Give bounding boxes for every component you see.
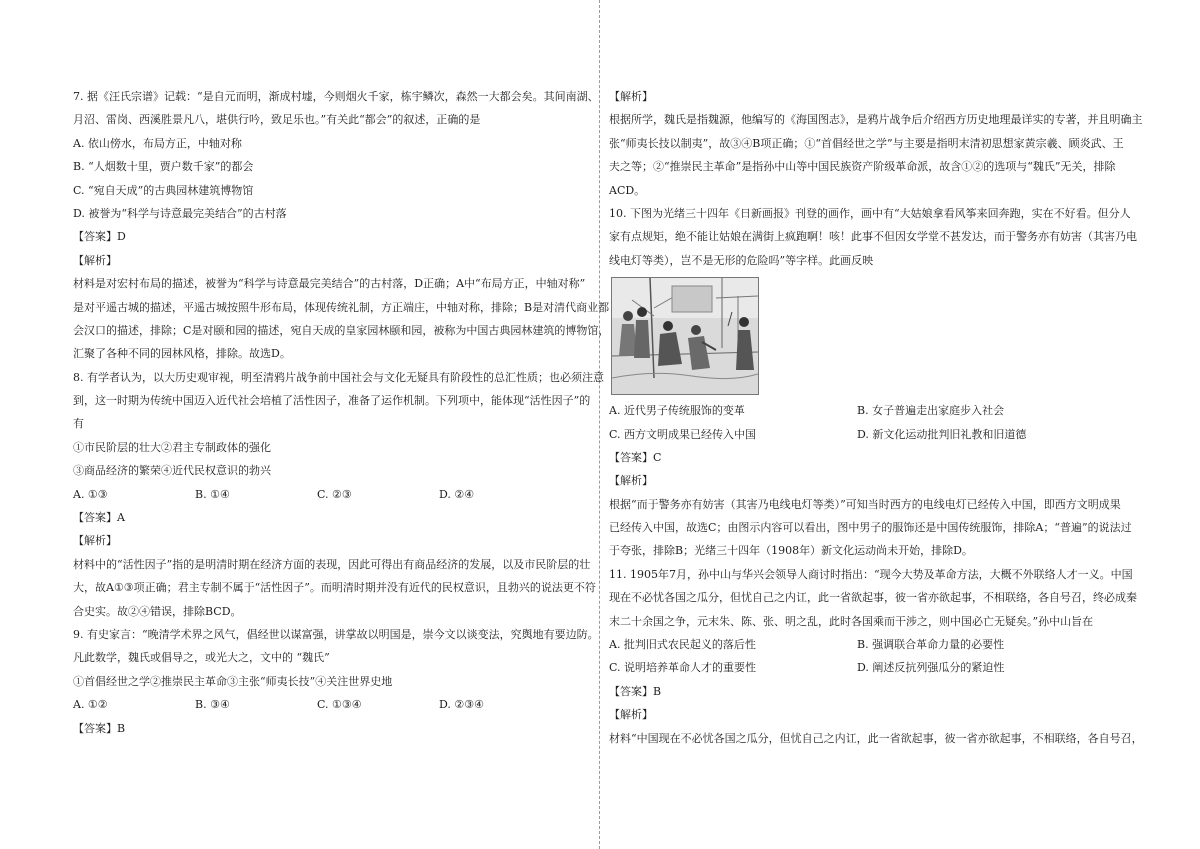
q9-stem-line: 9. 有史家言：“晚清学术界之风气，倡经世以谋富强，讲掌故以明国是，崇今文以谈变法，究舆地有要边防。 [73,627,599,641]
q11-option-c: C. 说明培养革命人才的重要性 [609,661,757,675]
q9-stem-line: 凡此数学，魏氏或倡导之，或光大之，文中的 “魏氏” [73,651,330,665]
q8-answer: 【答案】A [73,511,125,525]
q7-analysis-line: 会汉口的描述，排除；C是对颐和园的描述，宛自天成的皇家园林颐和园，被称为中国古典园林建筑的博物馆， [73,323,610,337]
q8-analysis-label: 【解析】 [73,534,117,548]
q9-analysis-label: 【解析】 [609,90,653,103]
q11-stem-line: 现在不必忧各国之瓜分，但忧自己之内讧，此一省欲起事，彼一省亦欲起事，不相联络，各自号召，终必成秦 [609,591,1137,605]
q11-option-d: D. 阐述反抗列强瓜分的紧迫性 [857,661,1005,675]
q7-analysis-line: 汇聚了各种不同的园林风格，排除。故选D。 [73,347,291,361]
q10-analysis-label: 【解析】 [609,474,653,488]
q7-option-b: B. “人烟数十里，贾户数千家”的都会 [73,160,254,174]
q10-options-row-1 [609,404,1134,418]
q8-option-a: A. ①③ [73,487,108,501]
q11-option-a: A. 批判旧式农民起义的落后性 [609,638,756,652]
q11-stem-line: 11. 1905年7月，孙中山与华兴会领导人商讨时指出：“现今大势及革命方法，大概不外联络人才一义。中国 [609,567,1133,581]
q7-option-a: A. 依山傍水，布局方正，中轴对称 [73,136,242,150]
q7-analysis-label: 【解析】 [73,253,117,267]
q11-option-b: B. 强调联合革命力量的必要性 [857,638,1005,652]
q10-option-d: D. 新文化运动批判旧礼教和旧道德 [857,427,1027,441]
q10-option-c: C. 西方文明成果已经传入中国 [609,427,757,441]
q9-option-b: B. ③④ [195,698,230,712]
q10-stem-line: 线电灯等类），岂不是无形的危险吗”等字样。此画反映 [609,253,874,267]
q10-analysis-line: 根据“而于警务亦有妨害（其害乃电线电灯等类）”可知当时西方的电线电灯已经传入中国，即西方文明成果 [609,497,1121,511]
q10-answer: 【答案】C [609,450,662,464]
q11-answer: 【答案】B [609,684,662,698]
q7-analysis-line: 是对平遥古城的描述，平遥古城按照牛形布局，体现传统礼制，方正端庄，中轴对称，排除；B是对清代商业都 [73,300,610,314]
q7-stem-line: 月沼、雷岗、西溪胜景凡八，堪供行吟，致足乐也。”有关此“都会”的叙述，正确的是 [73,113,481,127]
q8-analysis-line: 大，故A①③项正确；君主专制不属于“活性因子”。而明清时期并没有近代的民权意识，且勃兴的说法更不符 [73,581,596,595]
q9-analysis-line: 根据所学，魏氏是指魏源，他编写的《海国图志》，是鸦片战争后介绍西方历史地理最详实的专著，并且明确主 [609,113,1143,127]
q11-analysis-line: 材料“中国现在不必忧各国之瓜分，但忧自己之内讧，此一省欲起事，彼一省亦欲起事，不相联络，各自号召， [609,731,1143,745]
left-column [73,90,610,745]
q8-items-line: ①市民阶层的壮大②君主专制政体的强化 [73,440,271,454]
q11-stem-line: 末二十余国之争，元末朱、陈、张、明之乱，此时各国乘而干涉之，则中国必亡无疑矣。”孙中山旨在 [609,614,1094,628]
illustration-drawing [612,278,758,394]
q10-option-a: A. 近代男子传统服饰的变革 [609,404,745,418]
q7-option-d: D. 被誉为“科学与诗意最完美结合”的古村落 [73,206,287,220]
q11-options-row-2 [609,661,1134,675]
newspaper-illustration [611,277,759,395]
right-column [609,90,1143,755]
q7-analysis-line: 材料是对宏村布局的描述，被誉为“科学与诗意最完美结合”的古村落，D正确；A中“布局方正，中轴对称” [73,277,586,291]
q7-stem-line: 7. 据《汪氏宗谱》记载：“是自元而明，渐成村墟，今则烟火千家，栋宇鳞次，森然一大都会矣。其间南湖、 [73,90,599,103]
q9-analysis-line: 张“师夷长技以制夷”，故③④B项正确；①“首倡经世之学”与主要是指明末清初思想家黄宗羲、顾炎武、王 [609,136,1124,150]
q8-options [73,488,599,502]
q8-option-d: D. ②④ [439,487,475,501]
q8-analysis-line: 合史实。故②④错误，排除BCD。 [73,604,242,618]
q10-stem-line: 10. 下图为光绪三十四年《日新画报》刊登的画作，画中有“大姑娘拿看风筝来回奔跑，实在不好看。但分人 [609,206,1131,220]
q8-analysis-line: 材料中的“活性因子”指的是明清时期在经济方面的表现，因此可得出有商品经济的发展，以及市民阶层的壮 [73,557,591,571]
q9-answer: 【答案】B [73,721,126,735]
q8-stem-line: 8. 有学者认为，以大历史观审视，明至清鸦片战争前中国社会与文化无疑具有阶段性的总汇性质；也必须注意 [73,370,604,384]
q9-option-d: D. ②③④ [439,698,485,712]
q9-items-line: ①首倡经世之学②推崇民主革命③主张“师夷长技”④关注世界史地 [73,674,393,688]
q10-options-row-2 [609,428,1134,442]
q11-analysis-label: 【解析】 [609,708,653,722]
q10-analysis-line: 已经传入中国，故选C；由图示内容可以看出，图中男子的服饰还是中国传统服饰，排除A；“普遍”的说法过 [609,521,1132,535]
q7-answer: 【答案】D [73,230,126,244]
q7-option-c: C. “宛自天成”的古典园林建筑博物馆 [73,183,254,197]
q11-options-row-1 [609,638,1134,652]
q10-stem-line: 家有点规矩，绝不能让姑娘在满街上疯跑啊！咳！此事不但因女学堂不甚发达，而于警务亦有妨害（其害乃电 [609,230,1137,244]
q9-option-c: C. ①③④ [317,698,362,712]
q9-options [73,698,599,712]
q8-items-line: ③商品经济的繁荣④近代民权意识的勃兴 [73,464,271,478]
q9-analysis-line: ACD。 [609,183,646,197]
q10-option-b: B. 女子普遍走出家庭步入社会 [857,404,1005,418]
q9-analysis-line: 夫之等；②“推崇民主革命”是指孙中山等中国民族资产阶级革命派，故含①②的选项与“魏氏”无关，排除 [609,160,1116,174]
q8-stem-line: 到，这一时期为传统中国迈入近代社会培植了活性因子，准备了运作机制。下列项中，能体现“活性因子”的 [73,394,591,408]
page-divider [599,0,600,849]
q10-analysis-line: 于夸张，排除B；光绪三十四年（1908年）新文化运动尚未开始，排除D。 [609,544,973,558]
q8-option-b: B. ①④ [195,487,230,501]
q8-stem-line: 有 [73,417,84,431]
q9-option-a: A. ①② [73,698,108,712]
q8-option-c: C. ②③ [317,487,352,501]
